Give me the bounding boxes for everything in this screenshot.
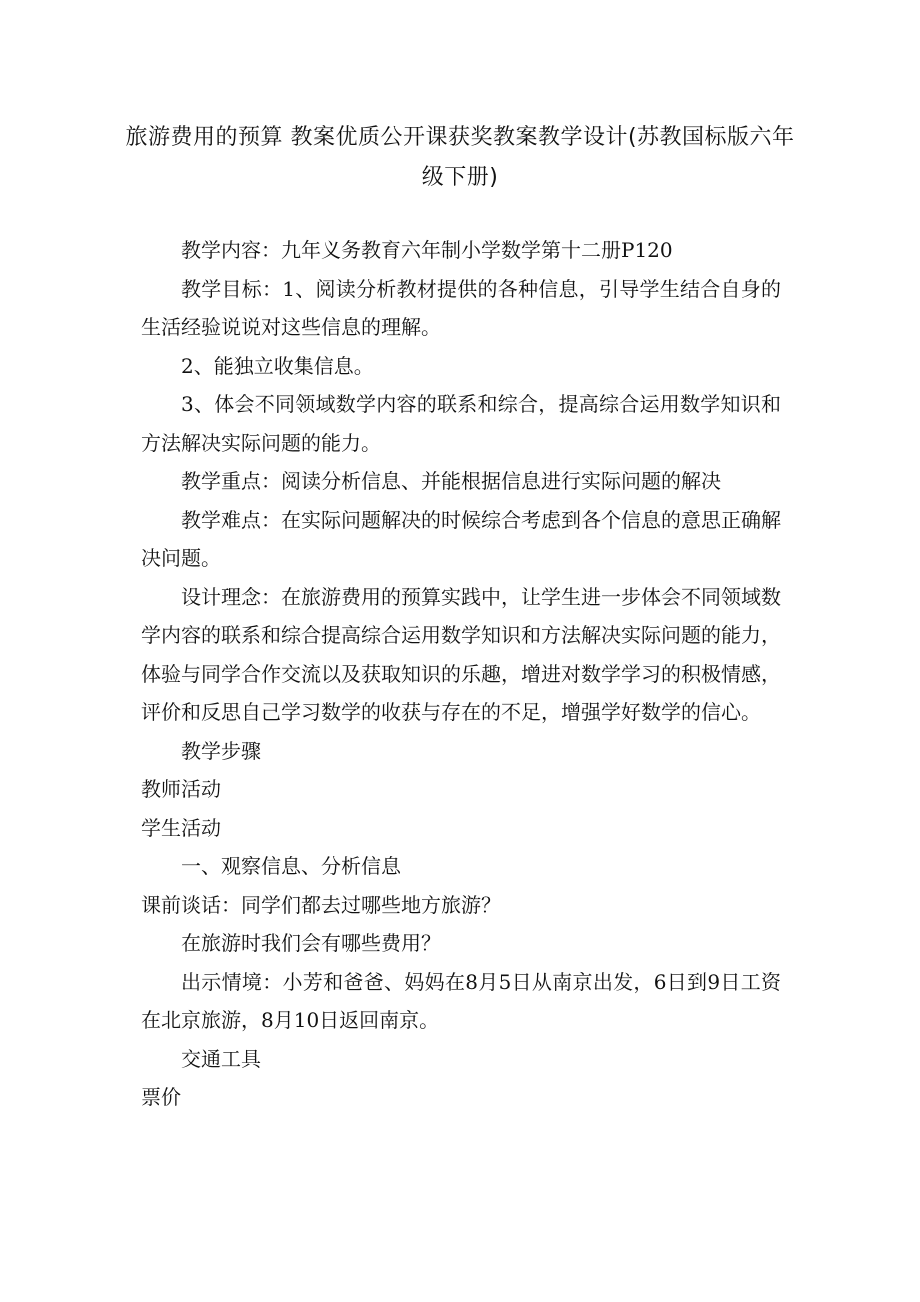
paragraph-section-1: 一、观察信息、分析信息	[181, 854, 401, 878]
paragraph-transport-heading: 交通工具	[181, 1046, 261, 1071]
paragraph-teaching-steps: 教学步骤	[181, 738, 261, 763]
paragraph-goal-3: 3、体会不同领域数学内容的联系和综合，提高综合运用数学知识和方法解决实际问题的能力。	[141, 392, 781, 455]
paragraph-pre-class-talk: 课前谈话：同学们都去过哪些地方旅游？	[141, 892, 501, 917]
paragraph-student-activity: 学生活动	[141, 815, 221, 840]
paragraph-key-points: 教学重点：阅读分析信息、并能根据信息进行实际问题的解决	[181, 469, 721, 493]
paragraph-scenario: 出示情境：小芳和爸爸、妈妈在8月5日从南京出发，6日到9日工资在北京旅游，8月10日返回南京。	[141, 969, 781, 1032]
document-title: 旅游费用的预算 教案优质公开课获奖教案教学设计(苏教国标版六年级下册)	[125, 125, 795, 190]
paragraph-difficulties: 教学难点：在实际问题解决的时候综合考虑到各个信息的意思正确解决问题。	[141, 507, 781, 570]
paragraph-teaching-content: 教学内容：九年义务教育六年制小学数学第十二册P120	[181, 238, 673, 262]
document-body	[141, 231, 781, 1117]
paragraph-teaching-goals: 教学目标：1、阅读分析教材提供的各种信息，引导学生结合自身的生活经验说说对这些信息的理解。	[141, 276, 781, 339]
paragraph-ticket-price-heading: 票价	[141, 1085, 181, 1109]
paragraph-goal-2: 2、能独立收集信息。	[181, 353, 374, 378]
paragraph-design-concept: 设计理念：在旅游费用的预算实践中，让学生进一步体会不同领域数学内容的联系和综合提高综合运用数学知识和方法解决实际问题的能力，体验与同学合作交流以及获取知识的乐趣，增进对数学学习的积极情感，评价和反思自己学习数学的收获与存在的不足，增强学好数学的信心。	[141, 584, 781, 724]
paragraph-travel-costs-question: 在旅游时我们会有哪些费用？	[181, 931, 441, 955]
paragraph-teacher-activity: 教师活动	[141, 777, 221, 801]
